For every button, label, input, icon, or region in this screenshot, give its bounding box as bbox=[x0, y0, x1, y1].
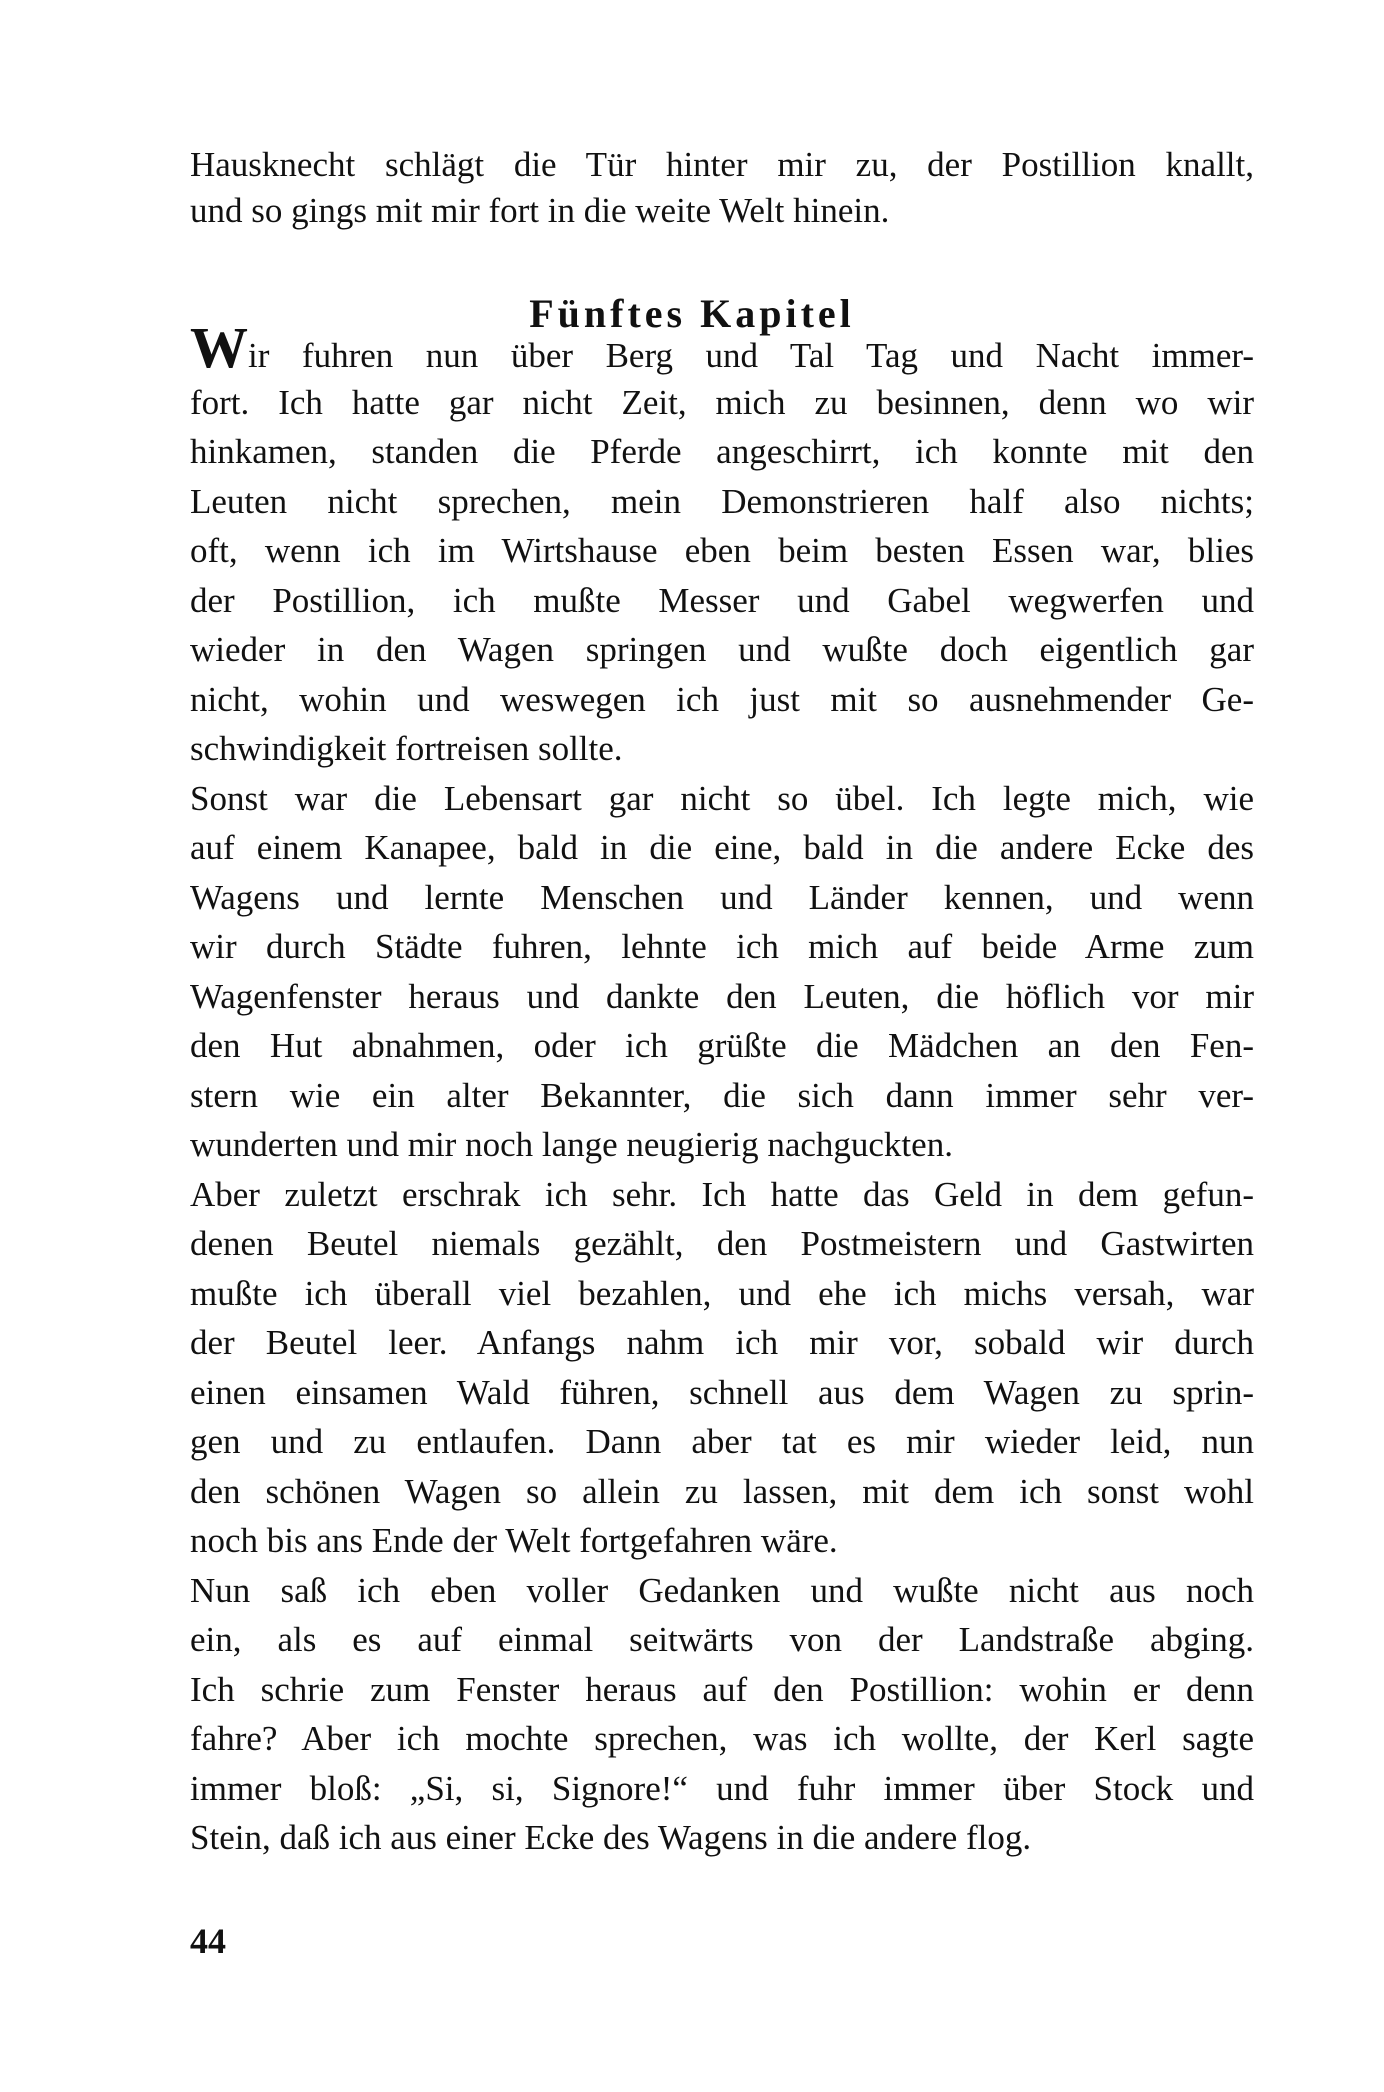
text-line: Wagens und lernte Menschen und Länder kennen, und wenn bbox=[190, 877, 1254, 917]
text-line: oft, wenn ich im Wirtshause eben beim besten Essen war, blies bbox=[190, 531, 1254, 570]
paragraph bbox=[190, 315, 1254, 774]
text-line: Nun saß ich eben voller Gedanken und wußte nicht aus noch bbox=[190, 1570, 1254, 1610]
text-line: Aber zuletzt erschrak ich sehr. Ich hatte das Geld in dem gefun- bbox=[190, 1174, 1254, 1214]
text-line bbox=[190, 315, 1254, 380]
text-line: den Hut abnahmen, oder ich grüßte die Mädchen an den Fen- bbox=[190, 1026, 1254, 1065]
text-line: Sonst war die Lebensart gar nicht so übel. Ich legte mich, wie bbox=[190, 778, 1254, 818]
text-line: Wagenfenster heraus und dankte den Leuten, die höflich vor mir bbox=[190, 976, 1254, 1016]
text-line: stern wie ein alter Bekannter, die sich dann immer sehr ver- bbox=[190, 1075, 1254, 1115]
continued-text bbox=[190, 142, 1254, 234]
text-line: denen Beutel niemals gezählt, den Postmeistern und Gastwirten bbox=[190, 1224, 1254, 1263]
paragraph bbox=[190, 1566, 1254, 1863]
paragraph bbox=[190, 774, 1254, 1170]
text-line: nicht, wohin und weswegen ich just mit so ausnehmender Ge- bbox=[190, 679, 1254, 719]
page-number: 44 bbox=[190, 1921, 226, 1961]
text-line: einen einsamen Wald führen, schnell aus dem Wagen zu sprin- bbox=[190, 1372, 1254, 1412]
text-line: noch bis ans Ende der Welt fortgefahren wäre. bbox=[190, 1521, 838, 1560]
text-line: fahre? Aber ich mochte sprechen, was ich wollte, der Kerl sagte bbox=[190, 1719, 1254, 1758]
text-line: ein, als es auf einmal seitwärts von der Landstraße abging. bbox=[190, 1620, 1254, 1659]
initial-letter: W bbox=[190, 315, 248, 380]
text-line: Stein, daß ich aus einer Ecke des Wagens in die andere flog. bbox=[190, 1818, 1032, 1857]
text-line: schwindigkeit fortreisen sollte. bbox=[190, 729, 623, 768]
text-line: hinkamen, standen die Pferde angeschirrt, ich konnte mit den bbox=[190, 432, 1254, 471]
text-line: wunderten und mir noch lange neugierig nachguckten. bbox=[190, 1125, 953, 1164]
text-line: wieder in den Wagen springen und wußte doch eigentlich gar bbox=[190, 630, 1254, 669]
text-line: Ich schrie zum Fenster heraus auf den Postillion: wohin er denn bbox=[190, 1669, 1254, 1709]
text-line: wir durch Städte fuhren, lehnte ich mich auf beide Arme zum bbox=[190, 927, 1254, 966]
text-line: immer bloß: „Si, si, Signore!“ und fuhr immer über Stock und bbox=[190, 1768, 1254, 1808]
chapter-body bbox=[190, 315, 1254, 1863]
text-line: der Postillion, ich mußte Messer und Gabel wegwerfen und bbox=[190, 580, 1254, 620]
text-line: Leuten nicht sprechen, mein Demonstrieren half also nichts; bbox=[190, 481, 1254, 521]
text-line: fort. Ich hatte gar nicht Zeit, mich zu besinnen, denn wo wir bbox=[190, 382, 1254, 422]
chapter-heading: Fünftes Kapitel bbox=[529, 291, 855, 336]
text-line: auf einem Kanapee, bald in die eine, bald in die andere Ecke des bbox=[190, 828, 1254, 867]
paragraph bbox=[190, 1170, 1254, 1566]
text-line-rest: ir fuhren nun über Berg und Tal Tag und Nacht immer- bbox=[248, 336, 1254, 375]
text-line: der Beutel leer. Anfangs nahm ich mir vor, sobald wir durch bbox=[190, 1323, 1254, 1362]
text-line: mußte ich überall viel bezahlen, und ehe ich michs versah, war bbox=[190, 1273, 1254, 1313]
text-line: Hausknecht schlägt die Tür hinter mir zu, der Postillion knallt, bbox=[190, 145, 1254, 184]
text-line: gen und zu entlaufen. Dann aber tat es mir wieder leid, nun bbox=[190, 1422, 1254, 1461]
text-line: den schönen Wagen so allein zu lassen, mit dem ich sonst wohl bbox=[190, 1471, 1254, 1511]
text-line: und so gings mit mir fort in die weite Welt hinein. bbox=[190, 191, 890, 230]
